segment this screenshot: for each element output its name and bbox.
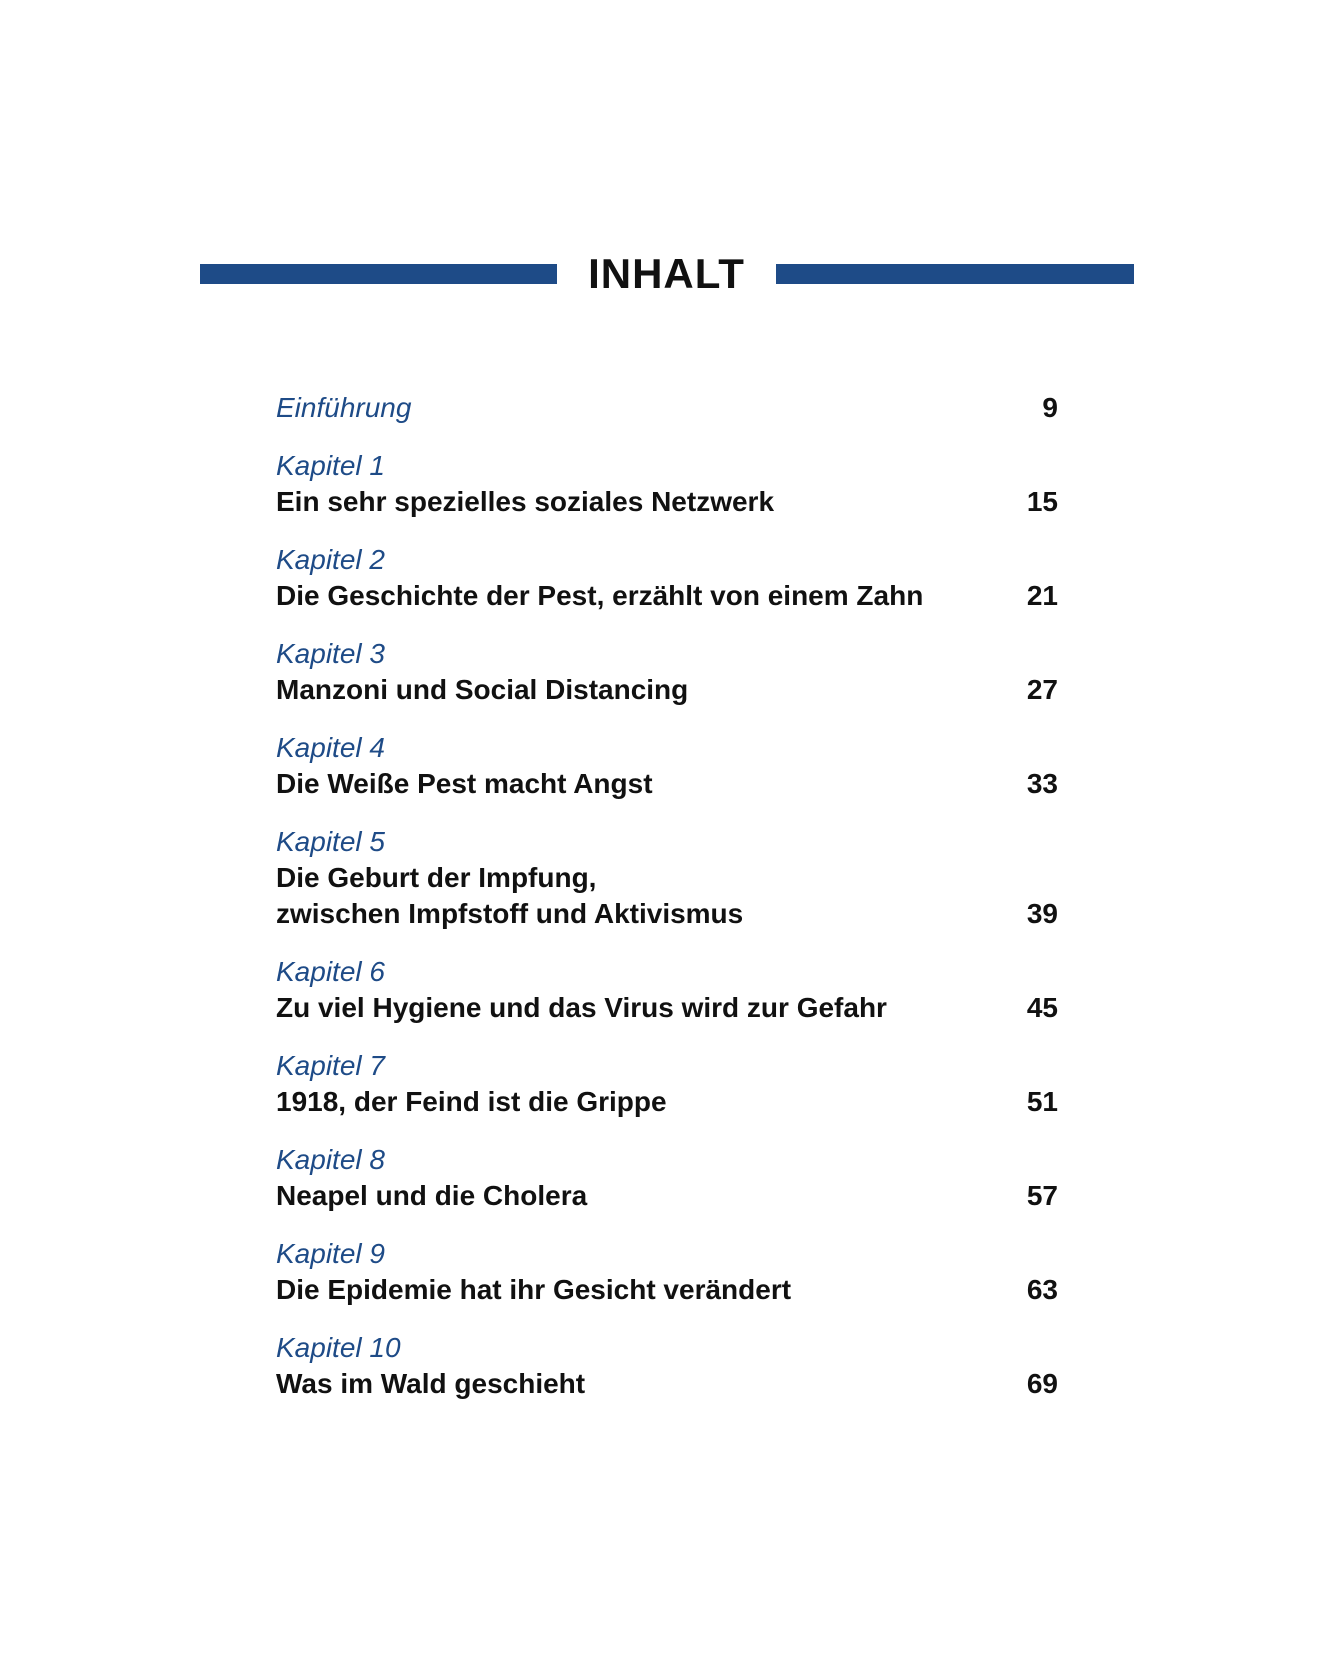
chapter-kicker: Kapitel 8 (276, 1144, 385, 1175)
chapter-title (276, 1272, 966, 1308)
chapter-title-line: Die Epidemie hat ihr Gesicht verändert (276, 1274, 792, 1305)
page-number: 51 (1026, 1086, 1058, 1117)
toc-entry-chapter-3[interactable] (276, 636, 1058, 708)
chapter-title (276, 672, 966, 708)
chapter-title-line: Die Geschichte der Pest, erzählt von einem Zahn (276, 580, 924, 611)
chapter-kicker: Kapitel 9 (276, 1238, 385, 1269)
page-number: 63 (1026, 1274, 1058, 1305)
page-header (0, 248, 1339, 308)
toc-entry-chapter-9[interactable] (276, 1236, 1058, 1308)
chapter-kicker: Kapitel 1 (276, 450, 385, 481)
chapter-title (276, 578, 966, 614)
toc-entry-chapter-2[interactable] (276, 542, 1058, 614)
chapter-title-line: Die Weiße Pest macht Angst (276, 768, 653, 799)
toc-entry-chapter-5[interactable] (276, 824, 1058, 932)
table-of-contents (276, 390, 1058, 1424)
toc-entry-chapter-7[interactable] (276, 1048, 1058, 1120)
page-number: 9 (1042, 392, 1058, 423)
page-number: 33 (1026, 768, 1058, 799)
chapter-list (276, 448, 1058, 1402)
page-number: 21 (1026, 580, 1058, 611)
chapter-title (276, 766, 966, 802)
page-number: 27 (1026, 674, 1058, 705)
toc-entry-chapter-10[interactable] (276, 1330, 1058, 1402)
intro-label: Einführung (276, 392, 412, 423)
toc-entry-intro[interactable] (276, 390, 1058, 426)
page-number: 15 (1026, 486, 1058, 517)
chapter-title-line: Neapel und die Cholera (276, 1180, 588, 1211)
toc-entry-chapter-6[interactable] (276, 954, 1058, 1026)
chapter-title-line: Was im Wald geschieht (276, 1368, 586, 1399)
chapter-title (276, 484, 966, 520)
toc-entry-chapter-8[interactable] (276, 1142, 1058, 1214)
header-rule-left (200, 264, 557, 284)
chapter-title-line: 1918, der Feind ist die Grippe (276, 1086, 667, 1117)
page-number: 39 (1026, 898, 1058, 929)
chapter-kicker: Kapitel 5 (276, 826, 385, 857)
chapter-title-line: Manzoni und Social Distancing (276, 674, 689, 705)
page-number: 57 (1026, 1180, 1058, 1211)
chapter-kicker: Kapitel 4 (276, 732, 385, 763)
page-title: INHALT (588, 250, 745, 297)
chapter-title-line: Zu viel Hygiene und das Virus wird zur Gefahr (276, 992, 887, 1023)
chapter-kicker: Kapitel 10 (276, 1332, 401, 1363)
chapter-title-line: zwischen Impfstoff und Aktivismus (276, 898, 744, 929)
chapter-title (276, 1366, 966, 1402)
page-number: 69 (1026, 1368, 1058, 1399)
toc-entry-chapter-1[interactable] (276, 448, 1058, 520)
toc-entry-chapter-4[interactable] (276, 730, 1058, 802)
chapter-title (276, 860, 966, 932)
chapter-kicker: Kapitel 7 (276, 1050, 385, 1081)
chapter-title-line: Ein sehr spezielles soziales Netzwerk (276, 486, 775, 517)
chapter-title-line: Die Geburt der Impfung, (276, 862, 597, 893)
chapter-kicker: Kapitel 3 (276, 638, 385, 669)
page-number: 45 (1026, 992, 1058, 1023)
chapter-kicker: Kapitel 2 (276, 544, 385, 575)
chapter-title (276, 1178, 966, 1214)
chapter-title (276, 1084, 966, 1120)
chapter-kicker: Kapitel 6 (276, 956, 385, 987)
chapter-title (276, 990, 966, 1026)
header-rule-right (776, 264, 1134, 284)
